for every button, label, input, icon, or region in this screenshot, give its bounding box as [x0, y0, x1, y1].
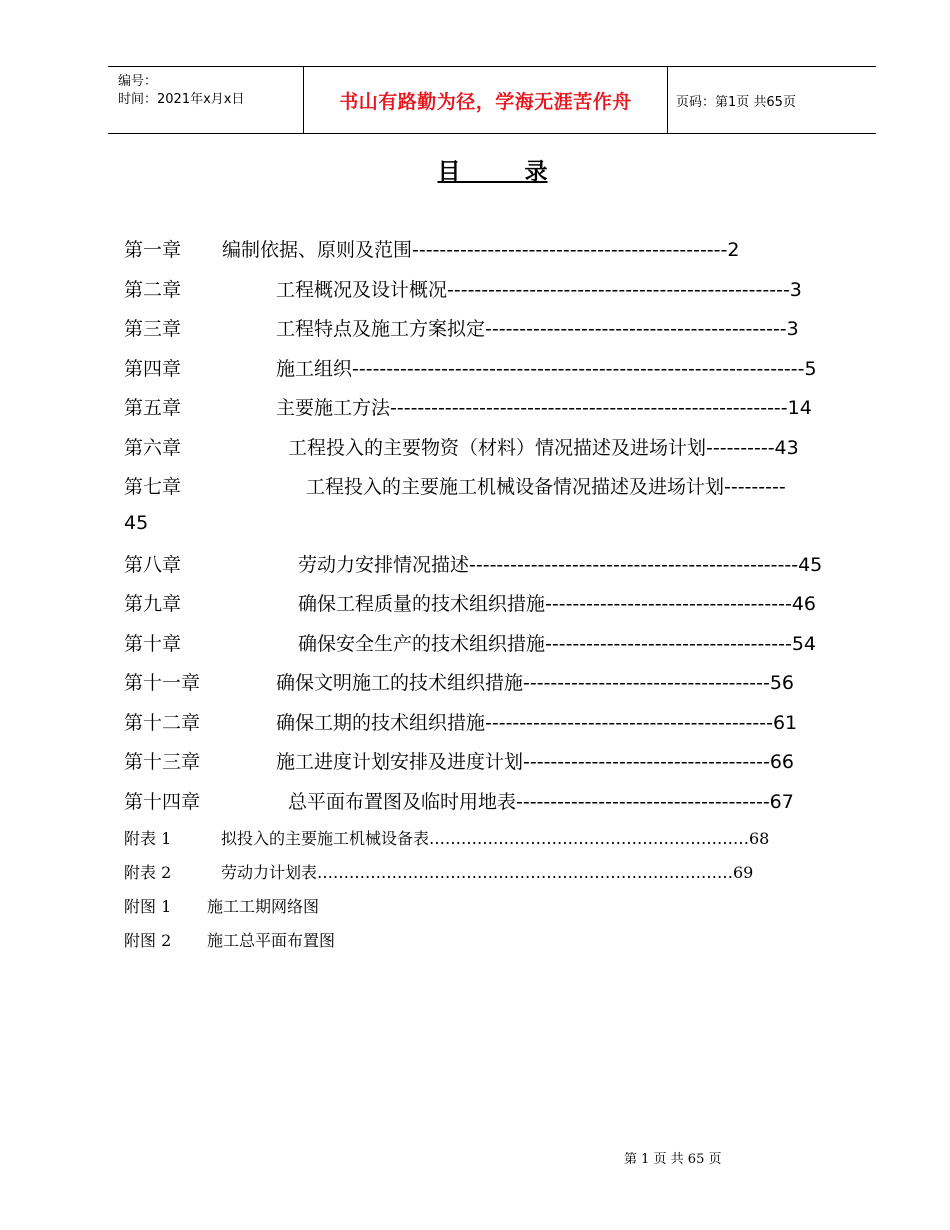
toc-chapter: 第八章 — [124, 554, 182, 576]
toc-chapter: 第十四章 — [124, 791, 201, 813]
toc-entry: 确保工期的技术组织措施------------------------------------------61 — [276, 712, 798, 734]
appendix-label: 附表 2 — [124, 863, 172, 882]
appendix-label: 附表 1 — [124, 829, 172, 848]
appendix-label: 附图 2 — [124, 931, 172, 950]
appendix-text: 施工工期网络图 — [207, 897, 320, 916]
header-page-cell — [668, 67, 876, 133]
toc-chapter: 第十章 — [124, 633, 182, 655]
appendix-text: 劳动力计划表……………………………………………………………………69 — [221, 863, 754, 882]
document-header — [108, 66, 876, 134]
toc-entry: 工程特点及施工方案拟定--------------------------------------------3 — [276, 318, 799, 340]
toc-entry: 施工组织------------------------------------------------------------------5 — [276, 358, 817, 380]
toc-chapter: 第二章 — [124, 279, 182, 301]
page-title: 目 录 — [437, 159, 548, 185]
toc-chapter: 第三章 — [124, 318, 182, 340]
page-footer: 第 1 页 共 65 页 — [624, 1152, 722, 1167]
toc-entry-page: 45 — [124, 512, 149, 534]
header-meta-cell — [108, 67, 304, 133]
document-number-label: 编号： — [118, 74, 158, 89]
toc-entry: 工程投入的主要物资（材料）情况描述及进场计划----------43 — [288, 437, 799, 459]
toc-chapter: 第十二章 — [124, 712, 201, 734]
toc-entry: 总平面布置图及临时用地表-------------------------------------67 — [288, 791, 794, 813]
appendix-label: 附图 1 — [124, 897, 172, 916]
header-motto-cell — [304, 67, 668, 133]
toc-chapter: 第七章 — [124, 476, 182, 498]
toc-chapter: 第十一章 — [124, 672, 201, 694]
toc-entry: 主要施工方法----------------------------------------------------------14 — [276, 397, 812, 419]
toc-entry: 工程投入的主要施工机械设备情况描述及进场计划--------- — [306, 476, 786, 498]
toc-entry: 确保工程质量的技术组织措施------------------------------------46 — [298, 593, 816, 615]
toc-chapter: 第九章 — [124, 593, 182, 615]
toc-entry: 确保文明施工的技术组织措施------------------------------------56 — [276, 672, 794, 694]
appendix-text: 拟投入的主要施工机械设备表……………………………………………………68 — [221, 829, 770, 848]
toc-chapter: 第五章 — [124, 397, 182, 419]
toc-chapter: 第十三章 — [124, 751, 201, 773]
toc-entry: 工程概况及设计概况--------------------------------------------------3 — [276, 279, 802, 301]
toc-entry: 确保安全生产的技术组织措施------------------------------------54 — [298, 633, 816, 655]
header-motto: 书山有路勤为径，学海无涯苦作舟 — [339, 90, 632, 113]
toc-entry: 编制依据、原则及范围----------------------------------------------2 — [222, 239, 740, 261]
toc-entry: 劳动力安排情况描述------------------------------------------------45 — [298, 554, 823, 576]
header-page-info: 页码：第1页 共65页 — [676, 94, 796, 110]
appendix-text: 施工总平面布置图 — [207, 931, 336, 950]
toc-chapter: 第四章 — [124, 358, 182, 380]
toc-chapter: 第一章 — [124, 239, 182, 261]
document-date: 时间：2021年x月x日 — [118, 92, 245, 107]
toc-chapter: 第六章 — [124, 437, 182, 459]
toc-entry: 施工进度计划安排及进度计划------------------------------------66 — [276, 751, 794, 773]
